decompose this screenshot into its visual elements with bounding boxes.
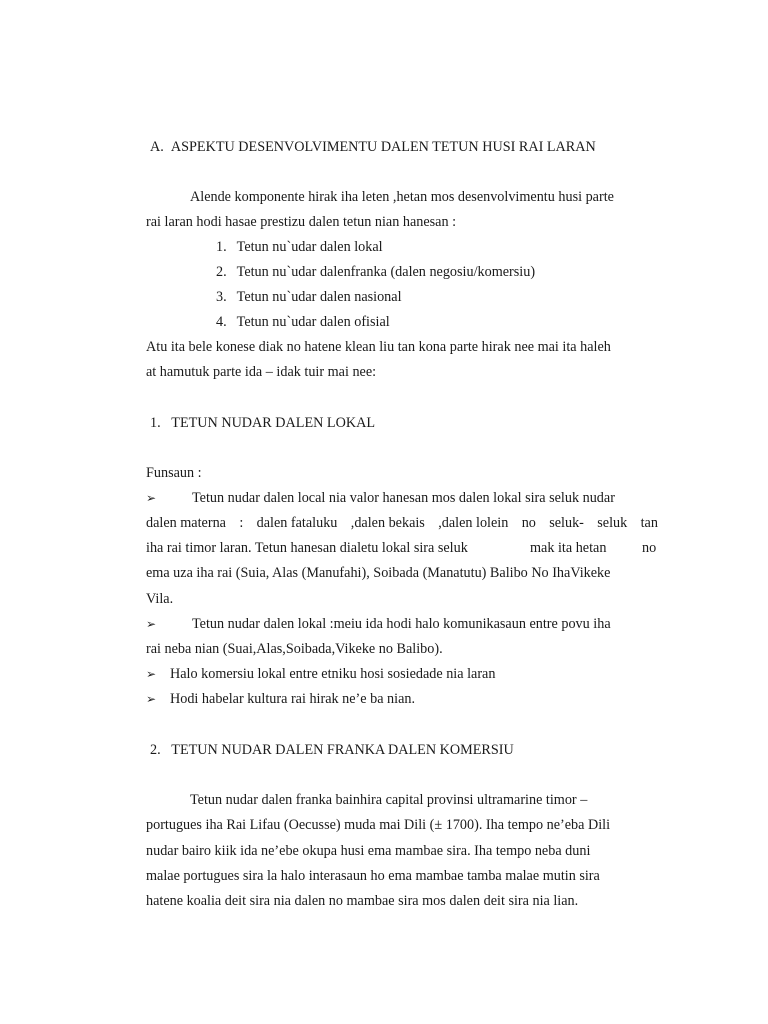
- bullet-1-line-3c: no: [642, 540, 657, 556]
- list-item: [216, 288, 402, 306]
- list-item: [216, 313, 390, 331]
- section-2-title: TETUN NUDAR DALEN FRANKA DALEN KOMERSIU: [171, 742, 514, 758]
- after-list-line-1: Atu ita bele konese diak no hatene klean liu tan kona parte hirak nee mai ita haleh: [146, 339, 611, 355]
- list-item-number: 3.: [216, 289, 227, 305]
- word: no: [521, 515, 536, 531]
- word: seluk: [597, 515, 628, 531]
- list-item: [216, 263, 535, 281]
- word: :: [239, 515, 244, 531]
- bullet-1-line-2: [146, 514, 658, 532]
- intro-line-2: rai laran hodi hasae prestizu dalen tetun nian hanesan :: [146, 214, 457, 230]
- list-item-text: Tetun nu`udar dalen lokal: [236, 239, 383, 255]
- funsaun-label: Funsaun :: [146, 465, 202, 481]
- heading-a-text: ASPEKTU DESENVOLVIMENTU DALEN TETUN HUSI RAI LARAN: [170, 139, 596, 155]
- heading-a-marker: A.: [150, 139, 164, 155]
- bullet-1-line-3b: mak ita hetan: [530, 540, 607, 556]
- word: dalen materna: [146, 515, 226, 531]
- list-item-text: Tetun nu`udar dalenfranka (dalen negosiu/komersiu): [236, 264, 536, 280]
- list-item: [216, 238, 383, 256]
- word: ,dalen bekais: [350, 515, 425, 531]
- bullet-2-line-2: rai neba nian (Suai,Alas,Soibada,Vikeke no Balibo).: [146, 641, 443, 657]
- bullet-1-line-1: Tetun nudar dalen local nia valor hanesan mos dalen lokal sira seluk nudar: [192, 490, 615, 506]
- section-2-number: 2.: [150, 742, 161, 758]
- bullet-2-line-1: Tetun nudar dalen lokal :meiu ida hodi halo komunikasaun entre povu iha: [192, 616, 611, 632]
- section-1-title: TETUN NUDAR DALEN LOKAL: [171, 415, 375, 431]
- bullet-4: Hodi habelar kultura rai hirak ne’e ba nian.: [170, 691, 416, 707]
- list-item-number: 2.: [216, 264, 227, 280]
- word: ,dalen lolein: [438, 515, 509, 531]
- section-2-line-2: portugues iha Rai Lifau (Oecusse) muda mai Dili (± 1700). Iha tempo ne’eba Dili: [146, 817, 611, 833]
- word: tan: [640, 515, 658, 531]
- arrow-bullet-icon: ➢: [146, 667, 157, 681]
- section-1-heading: [150, 414, 375, 432]
- arrow-bullet-icon: ➢: [146, 491, 157, 505]
- list-item-number: 1.: [216, 239, 227, 255]
- word: dalen fataluku: [256, 515, 338, 531]
- section-2-line-5: hatene koalia deit sira nia dalen no mambae sira mos dalen deit sira nia lian.: [146, 893, 579, 909]
- section-2-line-4: malae portugues sira la halo interasaun ho ema mambae tamba malae mutin sira: [146, 868, 600, 884]
- heading-a: [150, 138, 596, 156]
- bullet-3: Halo komersiu lokal entre etniku hosi sosiedade nia laran: [170, 666, 496, 682]
- arrow-bullet-icon: ➢: [146, 617, 157, 631]
- word: seluk-: [549, 515, 584, 531]
- section-2-heading: [150, 741, 514, 759]
- section-2-line-3: nudar bairo kiik ida ne’ebe okupa husi ema mambae sira. Iha tempo neba duni: [146, 843, 591, 859]
- bullet-1-line-4: ema uza iha rai (Suia, Alas (Manufahi), Soibada (Manatutu) Balibo No IhaVikeke: [146, 565, 611, 581]
- after-list-line-2: at hamutuk parte ida – idak tuir mai nee:: [146, 364, 377, 380]
- section-2-line-1: Tetun nudar dalen franka bainhira capital provinsi ultramarine timor –: [190, 792, 588, 808]
- bullet-1-line-3a: iha rai timor laran. Tetun hanesan dialetu lokal sira seluk: [146, 540, 468, 556]
- intro-line-1: Alende komponente hirak iha leten ,hetan mos desenvolvimentu husi parte: [190, 189, 614, 205]
- arrow-bullet-icon: ➢: [146, 692, 157, 706]
- bullet-1-line-5: Vila.: [146, 591, 174, 607]
- list-item-text: Tetun nu`udar dalen ofisial: [236, 314, 390, 330]
- section-1-number: 1.: [150, 415, 161, 431]
- list-item-number: 4.: [216, 314, 227, 330]
- list-item-text: Tetun nu`udar dalen nasional: [236, 289, 402, 305]
